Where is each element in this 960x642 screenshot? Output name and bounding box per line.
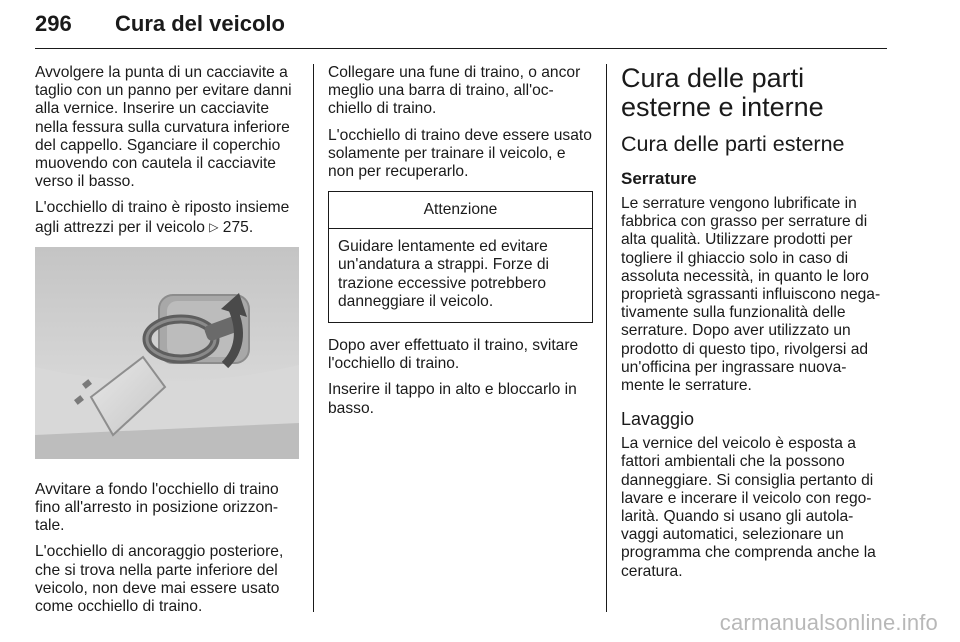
caution-body	[329, 229, 592, 322]
subsection-heading-locks: Serrature	[621, 169, 697, 188]
paragraph-attach-rope: Collegare una fune di traino, o ancor meglio una barra di traino, all'oc-chiello di traino.	[328, 64, 581, 118]
caution-text: Guidare lentamente ed evitare un'andatura a strappi. Forze di trazione eccessive potrebbero danneggiare il veicolo.	[338, 238, 550, 310]
column-2	[328, 64, 593, 426]
header-rule	[35, 48, 887, 49]
page-reference-arrow-icon: ▷	[209, 219, 219, 234]
caution-notice	[328, 191, 593, 323]
tow-eye-illustration-svg	[35, 247, 299, 459]
tow-eye-illustration	[35, 247, 299, 459]
paragraph-rear-anchor: L'occhiello di ancoraggio posteriore, che si trova nella parte inferiore del veicolo, non deve mai essere usato come occhiello di traino.	[35, 543, 284, 616]
paragraph-screwdriver: Avvolgere la punta di un cacciavite a taglio con un panno per evitare danni alla vernice. Inserire un cacciavite nella fessura sulla curvatura inferiore del cappello. Sganciare il coperchio muovendo con cautela il cacciavite verso il basso.	[35, 64, 292, 191]
paragraph-screw-tow-eye: Avvitare a fondo l'occhiello di traino fino all'arresto in posizione orizzon-tale.	[35, 480, 279, 535]
column-divider-2	[606, 64, 607, 612]
watermark-text: carmanualsonline.info	[719, 610, 938, 635]
paragraph-tow-usage: L'occhiello di traino deve essere usato solamente per trainare il veicolo, e non per recuperarlo.	[328, 126, 592, 181]
caution-title: Attenzione	[329, 192, 592, 229]
chapter-heading: Cura delle parti esterne e interne	[621, 63, 824, 122]
paragraph-insert-cap: Inserire il tappo in alto e bloccarlo in basso.	[328, 381, 577, 417]
paragraph-locks: Le serrature vengono lubrificate in fabbrica con grasso per serrature di alta qualità. Utilizzare prodotti per togliere il ghiaccio solo in caso di assoluta necessità, in quanto le loro proprietà sgrassanti influiscono nega-tivamente sulla funzionalità delle serrature. Dopo aver utilizzato un prodotto di questo tipo, rivolgersi ad un'officina per ingrassare nuova-mente le serrature.	[621, 195, 881, 395]
section-heading: Cura delle parti esterne	[621, 132, 845, 156]
column-divider-1	[313, 64, 314, 612]
paragraph-unscrew: Dopo aver effettuato il traino, svitare l'occhiello di traino.	[328, 337, 579, 373]
page-reference[interactable]: 275.	[222, 218, 254, 236]
column-1	[35, 64, 303, 624]
page-number: 296	[35, 11, 72, 36]
paragraph-washing: La vernice del veicolo è esposta a fattori ambientali che la possono danneggiare. Si consiglia pertanto di lavare e incerare il veicolo con rego-larità. Quando si usano gli autola-vaggi automatici, selezionare un programma che comprenda anche la ceratura.	[621, 435, 876, 580]
paragraph-tow-eye-storage	[35, 199, 303, 236]
page-header-title: Cura del veicolo	[115, 11, 285, 36]
tow-eye-storage-text: L'occhiello di traino è riposto insieme agli attrezzi per il veicolo	[35, 199, 290, 236]
subsection-heading-washing: Lavaggio	[621, 409, 695, 430]
column-3	[621, 64, 889, 589]
